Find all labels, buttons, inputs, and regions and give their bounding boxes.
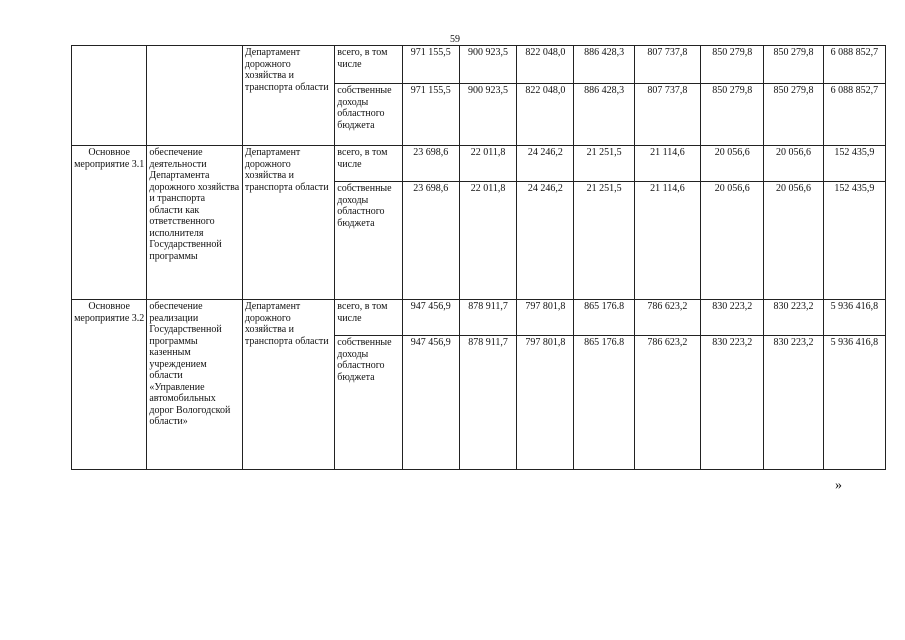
total-cell: 5 936 416,8 — [823, 336, 885, 470]
value-cell: 786 623,2 — [634, 336, 700, 470]
value-cell: 20 056,6 — [701, 146, 764, 182]
funding-source-cell: всего, в том числе — [335, 300, 402, 336]
total-cell: 152 435,9 — [823, 146, 885, 182]
value-cell: 878 911,7 — [459, 336, 516, 470]
closing-quote-mark: » — [835, 478, 842, 493]
value-cell: 971 155,5 — [402, 84, 459, 146]
executor-cell: Департамент дорожного хозяйства и транспорта области — [242, 46, 334, 146]
value-cell: 21 114,6 — [634, 146, 700, 182]
value-cell: 24 246,2 — [517, 182, 574, 300]
funding-source-cell: собственные доходы областного бюджета — [335, 84, 402, 146]
executor-cell: Департамент дорожного хозяйства и транспорта области — [242, 146, 334, 300]
budget-table — [71, 45, 886, 470]
total-cell: 152 435,9 — [823, 182, 885, 300]
activity-cell: Основное мероприятие 3.2 — [72, 300, 147, 470]
funding-source-cell: всего, в том числе — [335, 46, 402, 84]
value-cell: 971 155,5 — [402, 46, 459, 84]
value-cell: 822 048,0 — [517, 84, 574, 146]
activity-cell — [72, 46, 147, 146]
value-cell: 850 279,8 — [701, 46, 764, 84]
value-cell: 24 246,2 — [517, 146, 574, 182]
funding-source-cell: собственные доходы областного бюджета — [335, 336, 402, 470]
executor-cell: Департамент дорожного хозяйства и транспорта области — [242, 300, 334, 470]
value-cell: 850 279,8 — [701, 84, 764, 146]
value-cell: 886 428,3 — [574, 84, 634, 146]
value-cell: 20 056,6 — [701, 182, 764, 300]
activity-cell: Основное мероприятие 3.1 — [72, 146, 147, 300]
table-row — [72, 300, 886, 336]
funding-source-cell: собственные доходы областного бюджета — [335, 182, 402, 300]
value-cell: 22 011,8 — [459, 146, 516, 182]
value-cell: 822 048,0 — [517, 46, 574, 84]
value-cell: 23 698,6 — [402, 182, 459, 300]
value-cell: 807 737,8 — [634, 46, 700, 84]
page-number: 59 — [450, 34, 460, 45]
value-cell: 21 251,5 — [574, 146, 634, 182]
table-row — [72, 46, 886, 84]
value-cell: 830 223,2 — [764, 300, 823, 336]
value-cell: 865 176.8 — [574, 300, 634, 336]
activity-title-cell: обеспечение реализации Государственной программы казенным учреждением области «Управление автомобильных дорог Вологодской области» — [147, 300, 242, 470]
value-cell: 21 114,6 — [634, 182, 700, 300]
value-cell: 850 279,8 — [764, 84, 823, 146]
value-cell: 947 456,9 — [402, 300, 459, 336]
value-cell: 830 223,2 — [701, 336, 764, 470]
value-cell: 786 623,2 — [634, 300, 700, 336]
value-cell: 886 428,3 — [574, 46, 634, 84]
value-cell: 20 056,6 — [764, 182, 823, 300]
table-row — [72, 146, 886, 182]
value-cell: 865 176.8 — [574, 336, 634, 470]
value-cell: 947 456,9 — [402, 336, 459, 470]
value-cell: 830 223,2 — [701, 300, 764, 336]
value-cell: 900 923,5 — [459, 46, 516, 84]
total-cell: 6 088 852,7 — [823, 46, 885, 84]
funding-source-cell: всего, в том числе — [335, 146, 402, 182]
activity-title-cell — [147, 46, 242, 146]
value-cell: 900 923,5 — [459, 84, 516, 146]
value-cell: 797 801,8 — [517, 336, 574, 470]
activity-title-cell: обеспечение деятельности Департамента дорожного хозяйства и транспорта области как ответственного исполнителя Государственной программы — [147, 146, 242, 300]
value-cell: 807 737,8 — [634, 84, 700, 146]
value-cell: 797 801,8 — [517, 300, 574, 336]
value-cell: 878 911,7 — [459, 300, 516, 336]
total-cell: 6 088 852,7 — [823, 84, 885, 146]
value-cell: 23 698,6 — [402, 146, 459, 182]
total-cell: 5 936 416,8 — [823, 300, 885, 336]
value-cell: 830 223,2 — [764, 336, 823, 470]
value-cell: 20 056,6 — [764, 146, 823, 182]
value-cell: 850 279,8 — [764, 46, 823, 84]
value-cell: 21 251,5 — [574, 182, 634, 300]
value-cell: 22 011,8 — [459, 182, 516, 300]
